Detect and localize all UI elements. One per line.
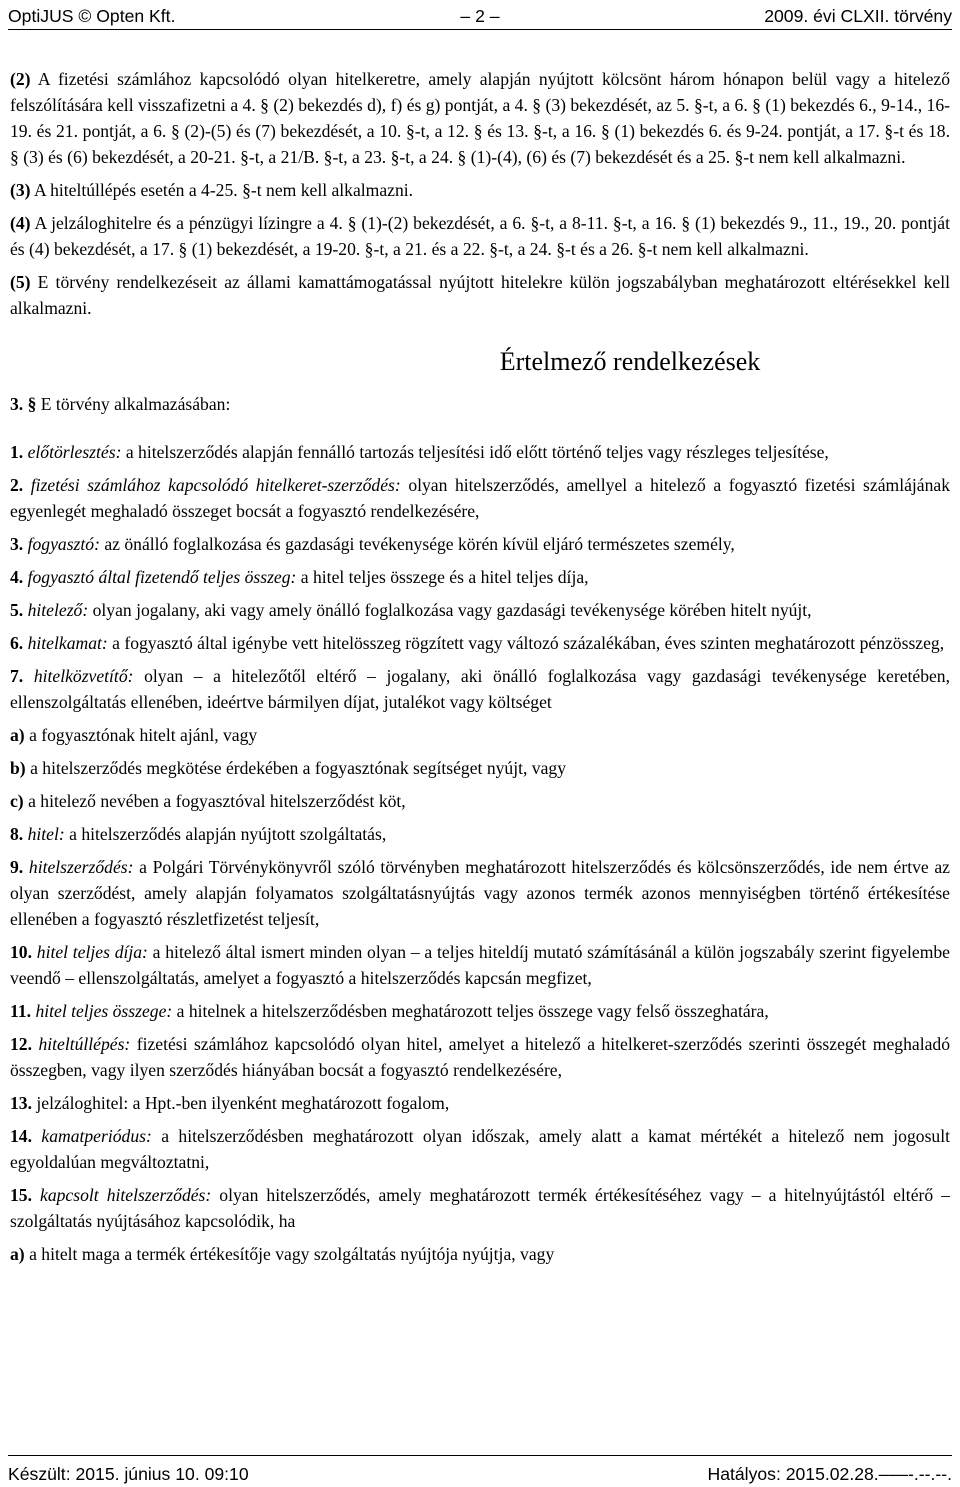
definition-term: kamatperiódus: [41,1126,152,1146]
definition-text: fizetési számlához kapcsolódó olyan hitel, amelyet a hitelező a hitelkeret-szerződés szerinti összegét meghaladó összegben, vagy ilyen szerződés hiányában bocsát a fogyasztó rendelkezésére, [10,1034,950,1080]
definition-item [10,1031,950,1083]
definition-term: fogyasztó: [27,534,100,554]
definition-text: olyan jogalany, aki vagy amely önálló foglalkozása vagy gazdasági tevékenysége körében hitelt nyújt, [88,600,812,620]
definition-text: a hitel teljes összege és a hitel teljes díja, [296,567,589,587]
paragraph-number: (4) [10,213,31,233]
definition-term: hitel: [27,824,65,844]
page-number: – 2 – [460,6,500,26]
section-title: Értelmező rendelkezések [499,347,761,376]
definition-item [10,821,950,847]
definition-item [10,1241,950,1267]
paragraph-number: (3) [10,180,31,200]
paragraph-2 [10,66,950,170]
definition-term: hitel teljes összege: [35,1001,173,1021]
definition-term: hitelközvetítő: [33,666,134,686]
definition-item [10,597,950,623]
footer-rule [8,1455,952,1456]
created-date: Készült: 2015. június 10. 09:10 [8,1464,249,1484]
effective-date: Hatályos: 2015.02.28.–––-.--.--. [707,1464,952,1484]
definition-text: a hitelszerződés alapján nyújtott szolgáltatás, [64,824,387,844]
definition-number: c) [10,791,24,811]
definition-number: 9. [10,857,24,877]
definition-number: 8. [10,824,24,844]
page-footer [8,1461,952,1485]
definition-item [10,663,950,715]
paragraph-text: A jelzáloghitelre és a pénzügyi lízingre a 4. § (1)-(2) bekezdését, a 6. §-t, a 8-11. §-t, a 16. § (1) bekezdés 9., 11., 19., 20. pontját és (4) bekezdését, a 17. § (1) bekezdését, a 19-20. §-t, a 21. és a 22. §-t, a 24. §-t és a 26. §-t nem kell alkalmazni. [10,213,950,259]
definition-term: hitelszerződés: [28,857,134,877]
definition-text: a hitelnek a hitelszerződésben meghatározott teljes összege vagy felső összeghatára, [172,1001,769,1021]
definition-term: kapcsolt hitelszerződés: [40,1185,212,1205]
document-body [10,66,950,1274]
definition-number: 10. [10,942,32,962]
definition-term: előtörlesztés: [27,442,122,462]
definition-number: 7. [10,666,24,686]
definition-text: a hitelszerződés megkötése érdekében a fogyasztónak segítséget nyújt, vagy [30,758,566,778]
definition-item [10,755,950,781]
definition-item [10,1090,950,1116]
section-3-intro [10,391,950,417]
definition-text: olyan hitelszerződés, amely meghatározott termék értékesítéséhez vagy – a hitelnyújtástól eltérő – szolgáltatás nyújtásához kapcsolódik, ha [10,1185,950,1231]
paragraph-text: A fizetési számlához kapcsolódó olyan hitelkeretre, amely alapján nyújtott kölcsönt három hónapon belül vagy a hitelező felszólítására kell visszafizetni a 4. § (2) bekezdés d), f) és g) pontját, a 4. § (3) bekezdését, az 5. §-t, a 6. § (1) bekezdés 6., 9-14., 16-19. és 21. pontját, a 6. § (2)-(5) és (7) bekezdését, a 10. §-t, a 12. § és 13. §-t, a 16. § (1) bekezdés 6. és 9-24. pontját, a 17. §-t és 18. § (3) és (6) bekezdését, a 20-21. §-t, a 21/B. §-t, a 23. §-t, a 24. § (1)-(4), (6) és (7) bekezdését és a 25. §-t nem kell alkalmazni. [10,69,950,167]
definition-text: a Polgári Törvénykönyvről szóló törvényben meghatározott hitelszerződés és kölcsönszerződés, ide nem értve az olyan szerződést, amely alapján folyamatos szolgáltatásnyújtás vagy azonos termék azonos mennyiségben történő értékesítése ellenében a fogyasztó részletfizetést teljesít, [10,857,950,929]
definition-item [10,998,950,1024]
publisher-label: OptiJUS © Opten Kft. [8,6,176,26]
definition-text: a fogyasztónak hitelt ajánl, vagy [29,725,258,745]
section-text: E törvény alkalmazásában: [36,394,231,414]
definition-text: a hitelt maga a termék értékesítője vagy szolgáltatás nyújtója nyújtja, vagy [29,1244,555,1264]
definition-number: 15. [10,1185,32,1205]
definition-item [10,439,950,465]
definition-number: 11. [10,1001,32,1021]
definition-text: a hitelszerződés alapján fennálló tartozás teljesítési idő előtt történő teljes vagy részleges teljesítése, [121,442,829,462]
definition-item [10,630,950,656]
definition-number: 12. [10,1034,32,1054]
definition-number: b) [10,758,26,778]
definition-text: jelzáloghitel: a Hpt.-ben ilyenként meghatározott fogalom, [36,1093,450,1113]
definition-number: 6. [10,633,24,653]
definition-number: 5. [10,600,24,620]
law-title: 2009. évi CLXII. törvény [764,6,952,26]
definition-text: az önálló foglalkozása és gazdasági tevékenysége körén kívül eljáró természetes személy, [99,534,735,554]
definition-number: a) [10,725,25,745]
definition-list [10,439,950,1267]
definition-term: hitel teljes díja: [36,942,148,962]
definition-number: 1. [10,442,24,462]
definition-text: olyan hitelszerződés, amellyel a hitelező a fogyasztó fizetési számlájának egyenlegét meghaladó összeget bocsát a fogyasztó rendelkezésére, [10,475,950,521]
paragraph-number: (5) [10,272,31,292]
definition-number: 2. [10,475,24,495]
definition-term: hitelező: [27,600,89,620]
definition-item [10,939,950,991]
definition-item [10,564,950,590]
definition-term: hitelkamat: [27,633,108,653]
paragraph-text: A hiteltúllépés esetén a 4-25. §-t nem kell alkalmazni. [30,180,414,200]
definition-item [10,1182,950,1234]
section-number: 3. § [10,394,37,414]
definition-text: a hitelező által ismert minden olyan – a teljes hiteldíj mutató számításánál a külön jogszabály szerint figyelembe veendő – ellenszolgáltatás, amelyet a fogyasztó a hitelszerződés kapcsán megfizet, [10,942,950,988]
definition-item [10,472,950,524]
paragraph-5 [10,269,950,321]
definition-number: 3. [10,534,24,554]
definition-item [10,854,950,932]
definition-number: 4. [10,567,24,587]
definition-item [10,722,950,748]
definition-text: olyan – a hitelezőtől eltérő – jogalany, aki önálló foglalkozása vagy gazdasági tevékenysége keretében, ellenszolgáltatás ellenében, ideértve bármilyen díjat, jutalékot vagy költséget [10,666,950,712]
definition-text: a hitelszerződésben meghatározott olyan időszak, amely alatt a kamat mértékét a hitelező nem jogosult egyoldalúan megváltoztatni, [10,1126,950,1172]
definition-text: a fogyasztó által igénybe vett hitelösszeg rögzített vagy változó százalékában, éves szinten meghatározott pénzösszeg, [107,633,945,653]
definition-number: 13. [10,1093,32,1113]
definition-text: a hitelező nevében a fogyasztóval hitelszerződést köt, [28,791,406,811]
paragraph-3 [10,177,950,203]
definition-number: 14. [10,1126,32,1146]
definition-term: fizetési számlához kapcsolódó hitelkeret-szerződés: [30,475,401,495]
page-header [8,3,952,27]
header-rule [8,29,952,30]
paragraph-text: E törvény rendelkezéseit az állami kamattámogatással nyújtott hitelekre külön jogszabályban meghatározott eltérésekkel kell alkalmazni. [10,272,950,318]
paragraph-4 [10,210,950,262]
definition-item [10,531,950,557]
definition-term: hiteltúllépés: [38,1034,131,1054]
definition-term: fogyasztó által fizetendő teljes összeg: [27,567,297,587]
paragraph-number: (2) [10,69,31,89]
definition-number: a) [10,1244,25,1264]
definition-item [10,1123,950,1175]
definition-item [10,788,950,814]
